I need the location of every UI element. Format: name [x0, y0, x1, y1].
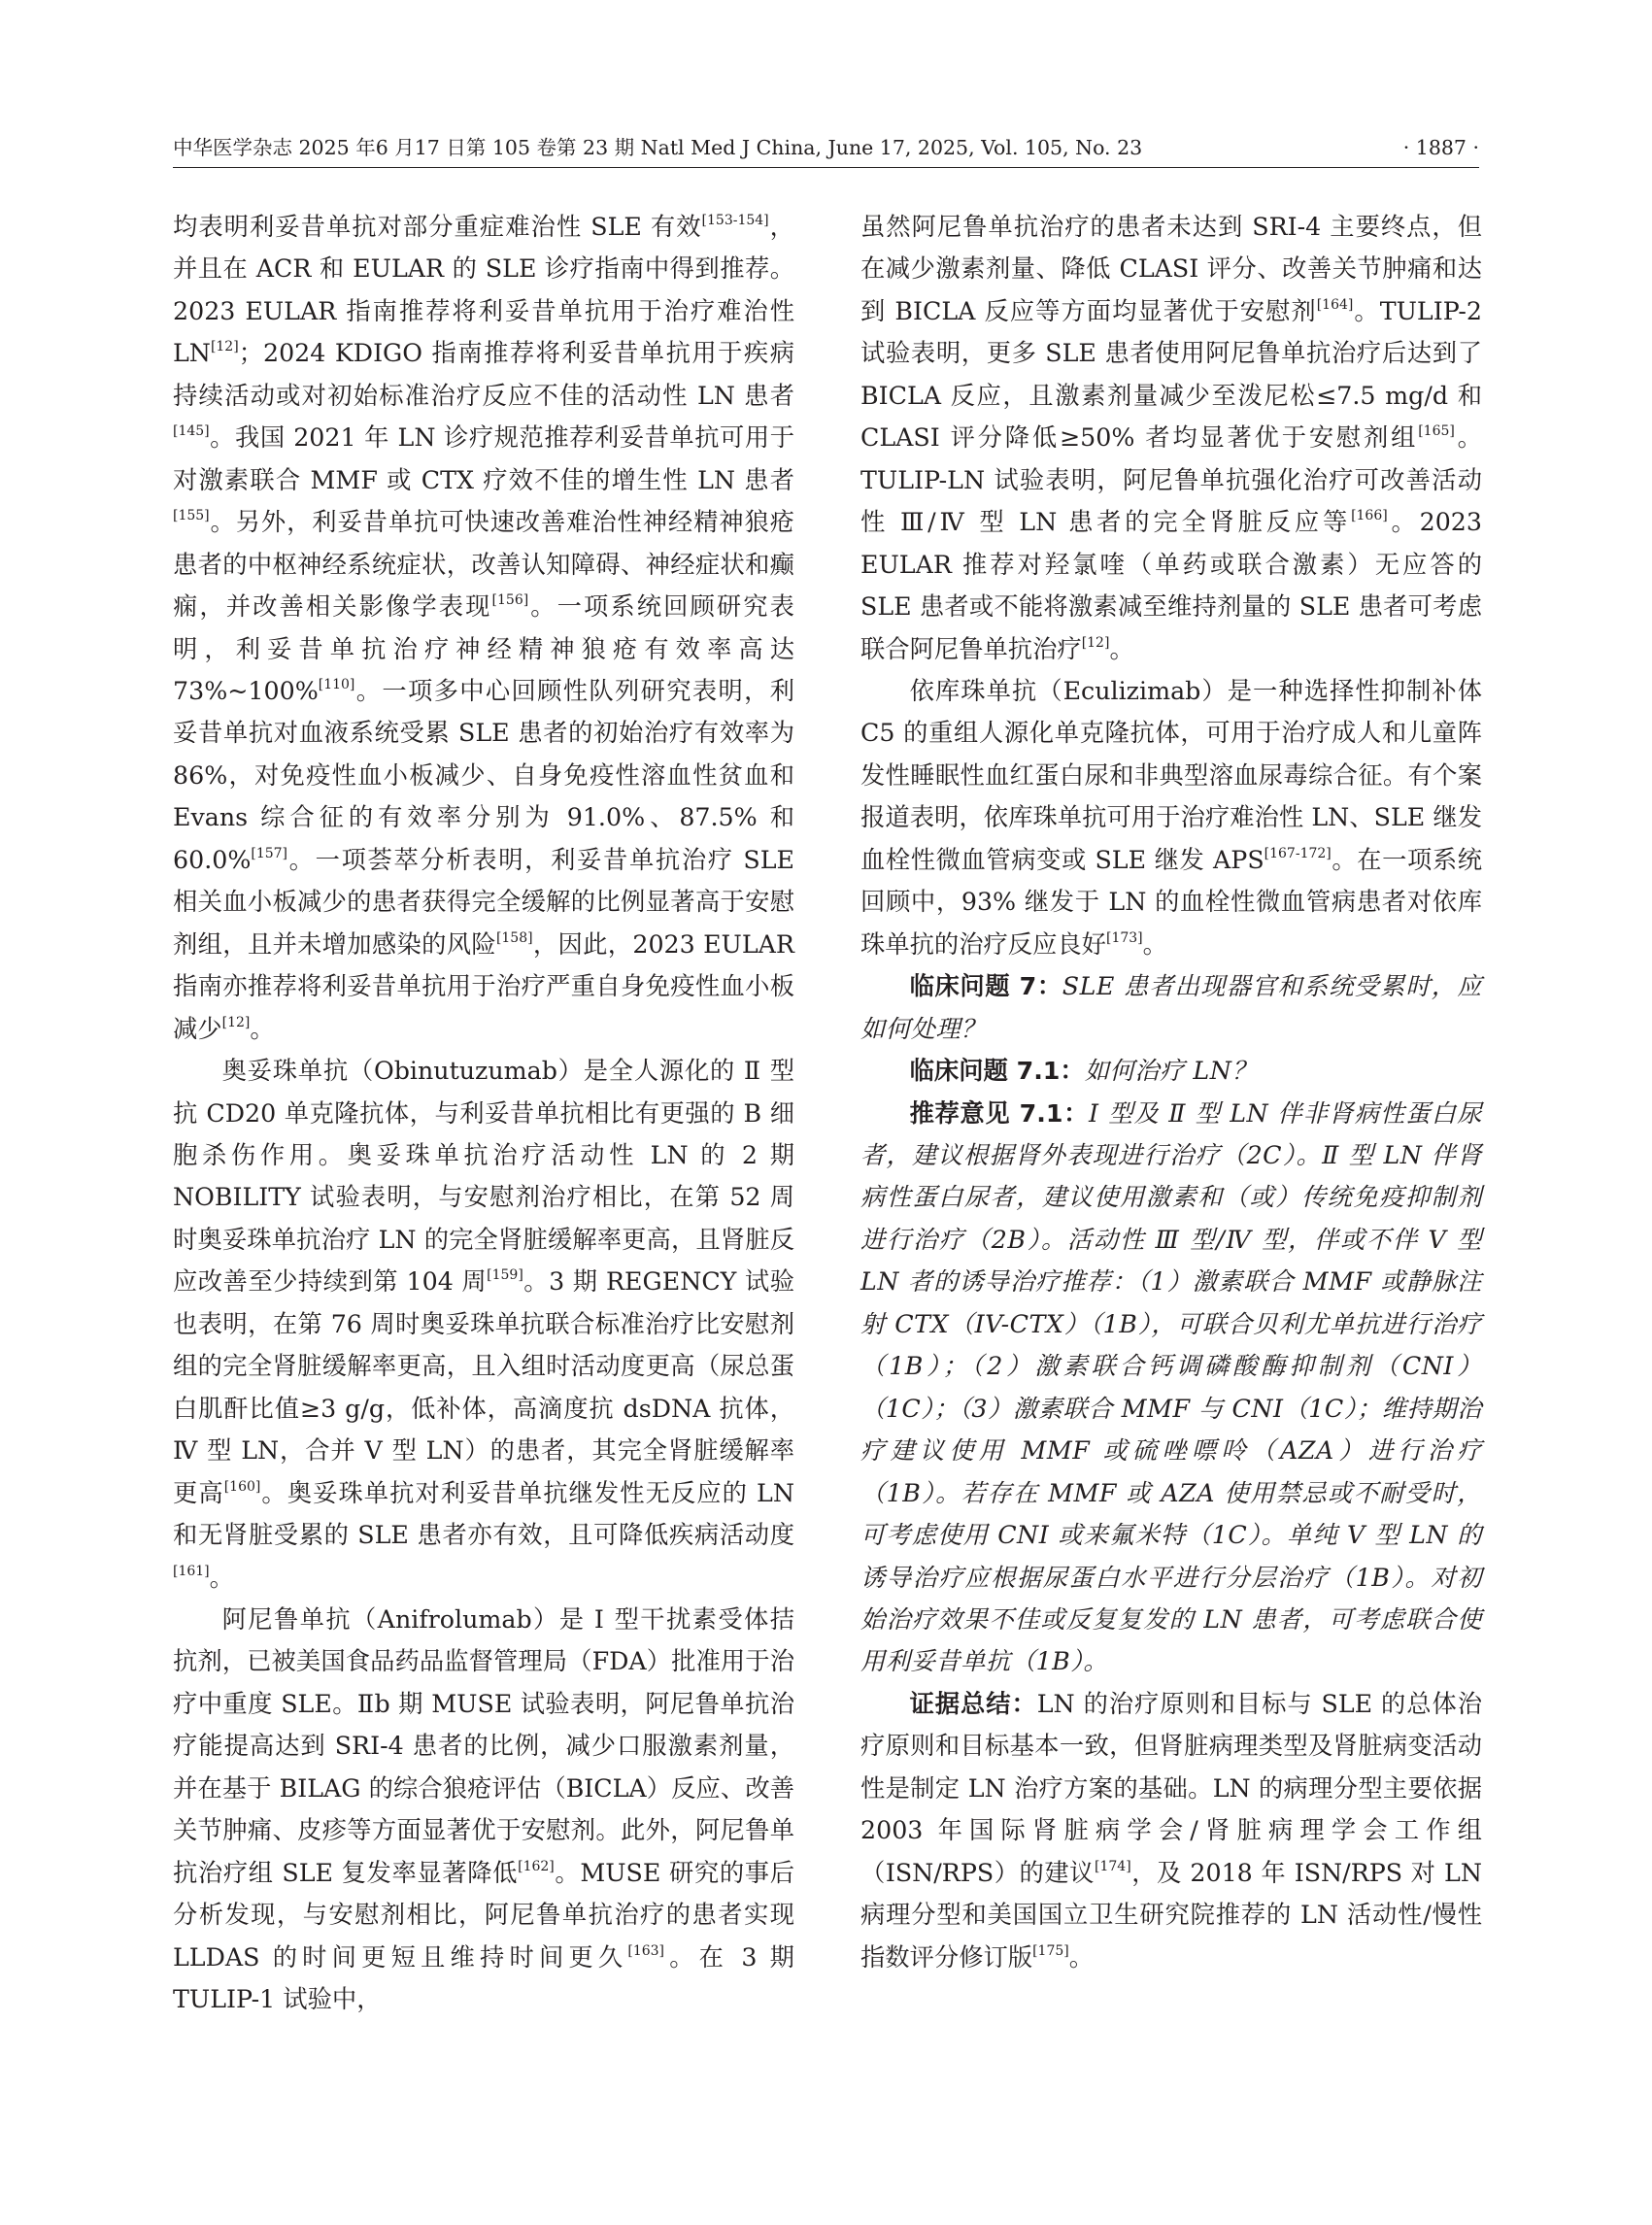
- paragraph-eculizumab: 依库珠单抗（Eculizimab）是一种选择性抑制补体 C5 的重组人源化单克隆抗体，可用于治疗成人和儿童阵发性睡眠性血红蛋白尿和非典型溶血尿毒综合征。有个案报道表明，依库珠单抗可用于治疗难治性 LN、SLE 继发血栓性微血管病变或 SLE 继发 APS[167-172]。在一项系统回顾中，93% 继发于 LN 的血栓性微血管病患者对依库珠单抗的治疗反应良好[173]。: [860, 676, 1482, 959]
- citation[interactable]: [12]: [221, 1014, 251, 1030]
- citation[interactable]: [166]: [1351, 507, 1388, 523]
- paragraph-anifrolumab: 阿尼鲁单抗（Anifrolumab）是 Ⅰ 型干扰素受体拮抗剂，已被美国食品药品监督管理局（FDA）批准用于治疗中重度 SLE。Ⅱb 期 MUSE 试验表明，阿尼鲁单抗治疗能提高达到 SRI-4 患者的比例，减少口服激素剂量，并在基于 BILAG 的综合狼疮评估（BICLA）反应、改善关节肿痛、皮疹等方面显著优于安慰剂。此外，阿尼鲁单抗治疗组 SLE 复发率显著降低[162]。MUSE 研究的事后分析发现，与安慰剂相比，阿尼鲁单抗治疗的患者实现 LLDAS 的时间更短且维持时间更久[163]。在 3 期 TULIP-1 试验中，: [173, 1604, 794, 2014]
- citation[interactable]: [160]: [223, 1478, 261, 1495]
- page-number: · 1887 ·: [1402, 136, 1479, 159]
- citation[interactable]: [163]: [627, 1942, 665, 1959]
- citation[interactable]: [110]: [318, 676, 355, 692]
- running-header: [173, 134, 1479, 168]
- citation[interactable]: [158]: [495, 929, 533, 946]
- citation[interactable]: [12]: [1081, 634, 1110, 651]
- citation[interactable]: [167-172]: [1264, 845, 1332, 861]
- recommendation-text: Ⅰ 型及 Ⅱ 型 LN 伴非肾病性蛋白尿者，建议根据肾外表现进行治疗（2C）。Ⅱ 型 LN 伴肾病性蛋白尿者，建议使用激素和（或）传统免疫抑制剂进行治疗（2B）。活动性 Ⅲ 型/Ⅳ 型，伴或不伴 Ⅴ 型 LN 者的诱导治疗推荐：（1）激素联合 MMF 或静脉注射 CTX（IV-CTX）（1B），可联合贝利尤单抗进行治疗（1B）；（2）激素联合钙调磷酸酶抑制剂（CNI）（1C）；（3）激素联合 MMF 与 CNI（1C）；维持期治疗建议使用 MMF 或硫唑嘌呤（AZA）进行治疗（1B）。若存在 MMF 或 AZA 使用禁忌或不耐受时，可考虑使用 CNI 或来氟米特（1C）。单纯 Ⅴ 型 LN 的诱导治疗应根据尿蛋白水平进行分层治疗（1B）。对初始治疗效果不佳或反复复发的 LN 患者，可考虑联合使用利妥昔单抗（1B）。: [860, 1098, 1483, 1676]
- paragraph-anifrolumab-cont: 虽然阿尼鲁单抗治疗的患者未达到 SRI-4 主要终点，但在减少激素剂量、降低 CLASI 评分、改善关节肿痛和达到 BICLA 反应等方面均显著优于安慰剂[164]。TULIP-2 试验表明，更多 SLE 患者使用阿尼鲁单抗治疗后达到了 BICLA 反应，且激素剂量减少至泼尼松≤7.5 mg/d 和 CLASI 评分降低≥50% 者均显著优于安慰剂组[165]。TULIP-LN 试验表明，阿尼鲁单抗强化治疗可改善活动性 Ⅲ/Ⅳ 型 LN 患者的完全肾脏反应等[166]。2023 EULAR 推荐对羟氯喹（单药或联合激素）无应答的 SLE 患者或不能将激素减至维持剂量的 SLE 患者可考虑联合阿尼鲁单抗治疗[12]。: [860, 213, 1482, 663]
- clinical-question-7-1: [860, 1050, 1482, 1092]
- citation[interactable]: [162]: [518, 1858, 555, 1874]
- clinical-question-7: [860, 965, 1482, 1050]
- citation[interactable]: [174]: [1095, 1858, 1131, 1874]
- citation[interactable]: [156]: [491, 591, 529, 608]
- citation[interactable]: [155]: [173, 507, 210, 523]
- evidence-label: 证据总结：: [909, 1689, 1037, 1718]
- question-text: SLE 患者出现器官和系统受累时，应如何处理？: [860, 972, 1482, 1043]
- paragraph-rituximab: 均表明利妥昔单抗对部分重症难治性 SLE 有效[153-154]，并且在 ACR 和 EULAR 的 SLE 诊疗指南中得到推荐。2023 EULAR 指南推荐将利妥昔单抗用于治疗难治性 LN[12]；2024 KDIGO 指南推荐将利妥昔单抗用于疾病持续活动或对初始标准治疗反应不佳的活动性 LN 患者[145]。我国 2021 年 LN 诊疗规范推荐利妥昔单抗可用于对激素联合 MMF 或 CTX 疗效不佳的增生性 LN 患者[155]。另外，利妥昔单抗可快速改善难治性神经精神狼疮患者的中枢神经系统症状，改善认知障碍、神经症状和癫痫，并改善相关影像学表现[156]。一项系统回顾研究表明，利妥昔单抗治疗神经精神狼疮有效率高达 73%~100%[110]。一项多中心回顾性队列研究表明，利妥昔单抗对血液系统受累 SLE 患者的初始治疗有效率为 86%，对免疫性血小板减少、自身免疫性溶血性贫血和 Evans 综合征的有效率分别为 91.0%、87.5% 和 60.0%[157]。一项荟萃分析表明，利妥昔单抗治疗 SLE 相关血小板减少的患者获得完全缓解的比例显著高于安慰剂组，且并未增加感染的风险[158]，因此，2023 EULAR 指南亦推荐将利妥昔单抗用于治疗严重自身免疫性血小板减少[12]。: [173, 212, 794, 1043]
- question-label: 临床问题 7.1：: [909, 1057, 1085, 1086]
- citation[interactable]: [159]: [487, 1267, 523, 1284]
- citation[interactable]: [161]: [173, 1563, 210, 1579]
- left-column: [173, 206, 794, 2020]
- journal-info: 中华医学杂志 2025 年6 月17 日第 105 卷第 23 期 Natl Med J China, June 17, 2025, Vol. 105, No. 23: [173, 136, 1143, 159]
- citation[interactable]: [165]: [1418, 423, 1455, 440]
- recommendation-7-1: [860, 1093, 1482, 1683]
- recommendation-label: 推荐意见 7.1：: [909, 1098, 1089, 1128]
- question-text: 如何治疗 LN？: [1084, 1057, 1258, 1086]
- citation[interactable]: [164]: [1316, 296, 1354, 313]
- evidence-summary: 证据总结：LN 的治疗原则和目标与 SLE 的总体治疗原则和目标基本一致，但肾脏病理类型及肾脏病变活动性是制定 LN 治疗方案的基础。LN 的病理分型主要依据 2003 年国际肾脏病学会/肾脏病理学会工作组（ISN/RPS）的建议[174]，及 2018 年 ISN/RPS 对 LN 病理分型和美国国立卫生研究院推荐的 LN 活动性/慢性指数评分修订版[175]。: [860, 1689, 1482, 1972]
- question-label: 临床问题 7：: [909, 972, 1062, 1001]
- citation[interactable]: [12]: [210, 339, 239, 355]
- citation[interactable]: [145]: [173, 423, 210, 440]
- citation[interactable]: [153-154]: [701, 212, 769, 228]
- citation[interactable]: [157]: [251, 845, 288, 861]
- paragraph-obinutuzumab: 奥妥珠单抗（Obinutuzumab）是全人源化的 Ⅱ 型抗 CD20 单克隆抗体，与利妥昔单抗相比有更强的 B 细胞杀伤作用。奥妥珠单抗治疗活动性 LN 的 2 期 NOBILITY 试验表明，与安慰剂治疗相比，在第 52 周时奥妥珠单抗治疗 LN 的完全肾脏缓解率更高，且肾脏反应改善至少持续到第 104 周[159]。3 期 REGENCY 试验也表明，在第 76 周时奥妥珠单抗联合标准治疗比安慰剂组的完全肾脏缓解率更高，且入组时活动度更高（尿总蛋白肌酐比值≥3 g/g，低补体，高滴度抗 dsDNA 抗体，Ⅳ 型 LN，合并 Ⅴ 型 LN）的患者，其完全肾脏缓解率更高[160]。奥妥珠单抗对利妥昔单抗继发性无反应的 LN 和无肾脏受累的 SLE 患者亦有效，且可降低疾病活动度[161]。: [173, 1057, 794, 1592]
- right-column: [860, 206, 1482, 1978]
- citation[interactable]: [175]: [1032, 1942, 1069, 1959]
- citation[interactable]: [173]: [1105, 929, 1143, 946]
